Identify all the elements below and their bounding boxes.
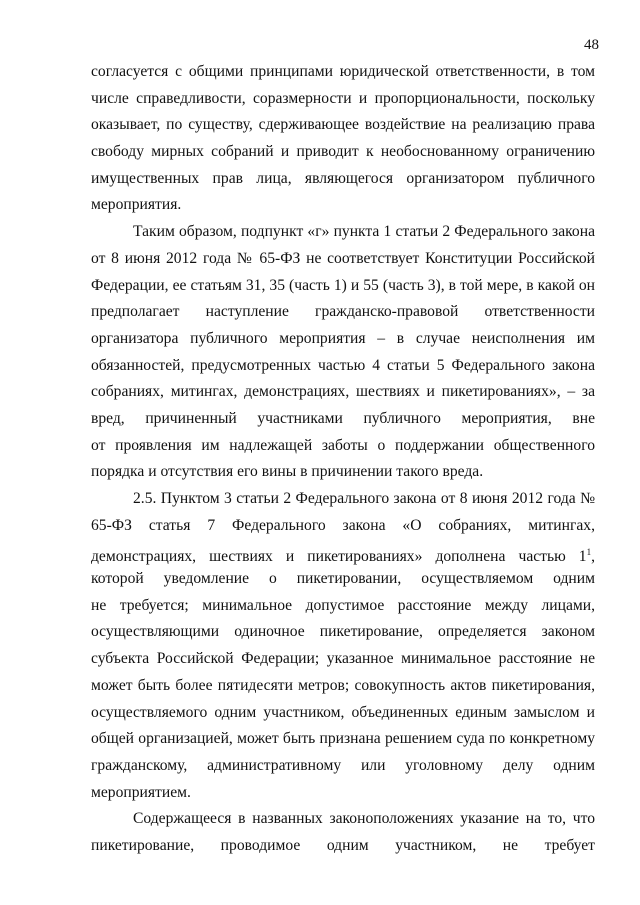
text-span: , — [591, 548, 595, 566]
text-line: Таким образом, подпункт «г» пункта 1 статьи 2 Федерального закона — [133, 223, 595, 241]
text-line: мероприятием. — [91, 783, 191, 801]
text-line: 65-ФЗ статья 7 Федерального закона «О собраниях, митингах, — [91, 516, 595, 534]
text-line: имущественных прав лица, являющегося организатором публичного — [91, 169, 595, 187]
text-line — [91, 539, 595, 566]
text-line: осуществляющими одиночное пикетирование, определяется законом — [91, 623, 595, 641]
text-line: которой уведомление о пикетировании, осуществляемом одним — [91, 570, 595, 588]
text-line: свободу мирных собраний и приводит к необоснованному ограничению — [91, 143, 595, 161]
text-line: субъекта Российской Федерации; указанное минимальное расстояние не — [91, 650, 595, 668]
text-line: порядка и отсутствия его вины в причинении такого вреда. — [91, 463, 484, 481]
text-line: Федерации, ее статьям 31, 35 (часть 1) и 55 (часть 3), в той мере, в какой он — [91, 276, 595, 294]
text-line: от проявления им надлежащей заботы о поддержании общественного — [91, 436, 595, 454]
text-line: оказывает, по существу, сдерживающее воздействие на реализацию права — [91, 116, 595, 134]
text-span: демонстрациях, шествиях и пикетированиях» дополнена частью 1 — [91, 548, 587, 566]
text-line: гражданскому, административному или уголовному делу одним — [91, 756, 595, 774]
text-line: мероприятия. — [91, 196, 182, 214]
text-line: пикетирование, проводимое одним участником, не требует — [91, 836, 595, 854]
text-line: вред, причиненный участниками публичного мероприятия, вне — [91, 409, 595, 427]
text-line: Содержащееся в названных законоположениях указание на то, что — [133, 810, 595, 828]
text-line: осуществляемого одним участником, объединенных единым замыслом и — [91, 703, 595, 721]
page-number: 48 — [584, 37, 599, 53]
footnote-superscript: 1 — [586, 547, 592, 558]
text-line: организатора публичного мероприятия – в случае неисполнения им — [91, 329, 595, 347]
text-line: числе справедливости, соразмерности и пропорциональности, поскольку — [91, 89, 595, 107]
text-line: собраниях, митингах, демонстрациях, шествиях и пикетированиях», – за — [91, 383, 595, 401]
text-line: согласуется с общими принципами юридической ответственности, в том — [91, 63, 595, 80]
text-line: от 8 июня 2012 года № 65-ФЗ не соответствует Конституции Российской — [91, 249, 595, 267]
text-line: не требуется; минимальное допустимое расстояние между лицами, — [91, 596, 595, 614]
text-line: общей организацией, может быть признана решением суда по конкретному — [91, 730, 595, 748]
text-line: обязанностей, предусмотренных частью 4 статьи 5 Федерального закона — [91, 356, 595, 374]
text-line: может быть более пятидесяти метров; совокупность актов пикетирования, — [91, 676, 595, 694]
document-body — [91, 59, 595, 860]
text-line: 2.5. Пунктом 3 статьи 2 Федерального закона от 8 июня 2012 года № — [133, 490, 595, 507]
text-line: предполагает наступление гражданско-правовой ответственности — [91, 303, 595, 321]
